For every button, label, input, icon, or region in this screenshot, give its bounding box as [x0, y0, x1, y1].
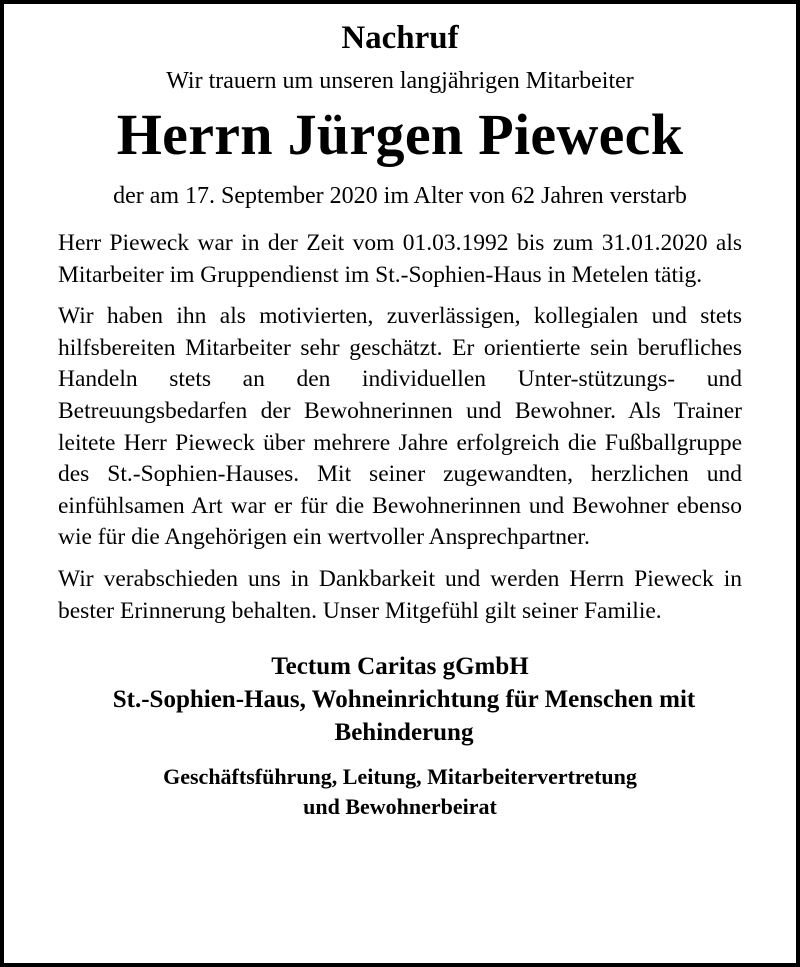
death-info: der am 17. September 2020 im Alter von 62 Jahren verstarb: [113, 183, 687, 209]
body-paragraph-employment: Herr Pieweck war in der Zeit vom 01.03.1992 bis zum 31.01.2020 als Mitarbeiter im Gruppendienst im St.-Sophien-Haus in Metelen tätig.: [58, 230, 742, 288]
signature-house: St.-Sophien-Haus, Wohneinrichtung für Menschen mit Behinderung: [112, 686, 696, 747]
signature-organization: Tectum Caritas gGmbH: [271, 653, 529, 681]
signature-roles-line-1: Geschäftsführung, Leitung, Mitarbeitervertretung: [163, 764, 637, 790]
intro-line: Wir trauern um unseren langjährigen Mitarbeiter: [166, 68, 634, 94]
notice-title: Nachruf: [341, 20, 459, 56]
signature-block: [58, 651, 742, 822]
body-paragraph-farewell: Wir verabschieden uns in Dankbarkeit und werden Herrn Pieweck in bester Erinnerung behalten. Unser Mitgefühl gilt seiner Familie.: [58, 565, 742, 624]
signature-roles-line-2: und Bewohnerbeirat: [303, 794, 497, 820]
signature-roles: [58, 762, 742, 822]
deceased-name: Herrn Jürgen Pieweck: [116, 102, 684, 167]
body-paragraph-appreciation: Wir haben ihn als motivierten, zuverlässigen, kollegialen und stets hilfsbereiten Mitarbeiter sehr geschätzt. Er orientierte sein berufliches Handeln stets an den individuellen Unter-stützungs- und Betreuungsbedarfen der Bewohnerinnen und Bewohner. Als Trainer leitete Herr Pieweck über mehrere Jahre erfolgreich die Fußballgruppe des St.-Sophien-Hauses. Mit seiner zugewandten, herzlichen und einfühlsamen Art war er für die Bewohnerinnen und Bewohner ebenso wie für die Angehörigen ein wertvoller Ansprechpartner.: [58, 303, 742, 551]
